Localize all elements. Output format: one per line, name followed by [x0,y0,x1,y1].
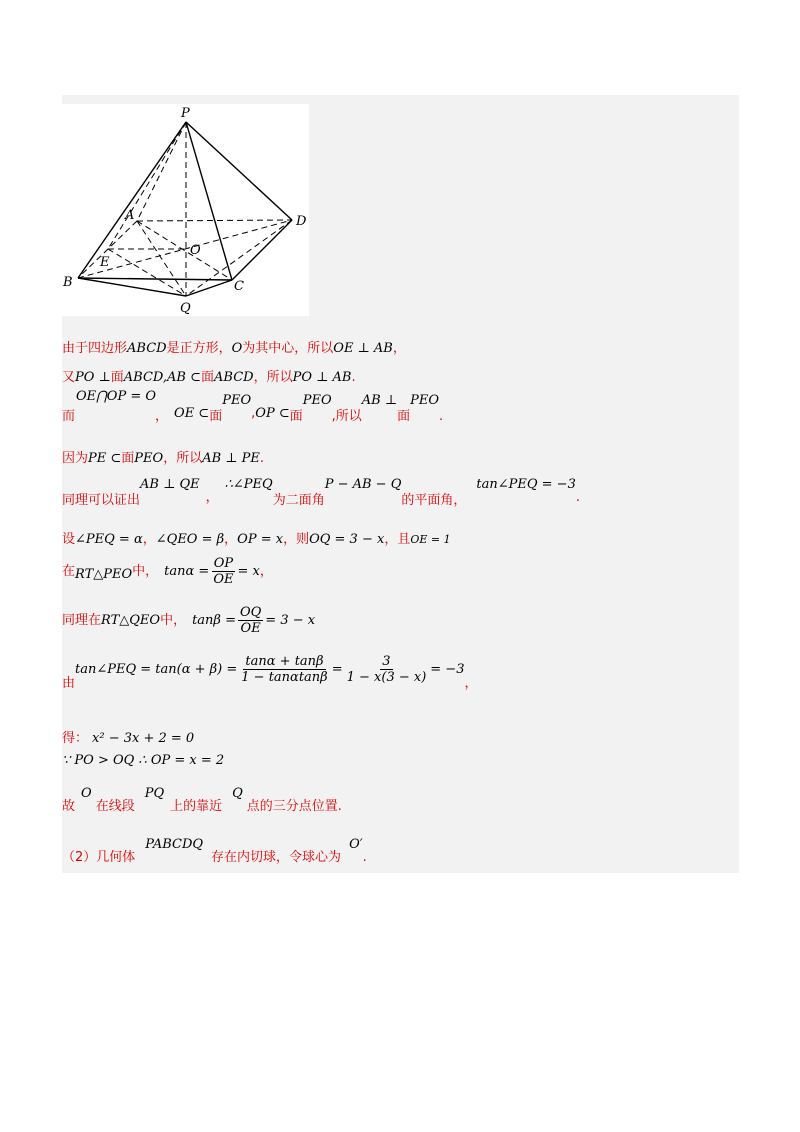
text: 故 [62,799,76,814]
solution-line-8 [62,605,315,636]
text: ，且 [384,532,411,547]
edge-CD [232,220,292,280]
math: AB ⊥ QE [140,477,200,492]
math: ABCD [123,370,163,385]
text: 的平面角， [401,493,467,508]
math: OE⋂OP = O [76,389,157,404]
text: . [362,850,367,865]
math: tan∠PEQ = tan(α + β) = [75,662,238,677]
text: ， [224,532,238,547]
label-D: D [296,214,307,229]
denominator: 1 − x(3 − x) [346,670,427,685]
text: 在 [62,564,76,579]
denominator: 1 − tanαtanβ [241,670,328,685]
math: PEO [134,451,164,466]
text: , [162,370,168,385]
math: PEO [410,393,440,408]
math: x² − 3x + 2 = 0 [92,731,195,746]
numerator: 3 [382,654,391,669]
solution-line-1 [62,337,406,356]
text: 上的靠近 [170,799,223,814]
math: ∵ PO > OQ ∴ OP = x = 2 [62,753,225,768]
solution-line-12 [62,786,342,814]
text: 面 [121,451,135,466]
math: tanβ = [192,613,236,628]
text: 面 [209,409,223,424]
text: 而 [62,409,76,424]
math: AB ⊥ PE [202,451,260,466]
math: O [231,341,243,356]
text: 为其中心，所以 [242,341,334,356]
text: 中， [160,613,187,628]
solution-line-2 [62,366,356,385]
math: OE ⊂ [174,406,210,421]
math: tanα = [164,564,210,579]
text: 面 [289,409,303,424]
text: 在线段 [95,799,135,814]
label-A: A [125,208,135,223]
segment-PE [108,122,186,249]
text: 为二面角 [272,493,325,508]
fraction [239,654,329,685]
math: OE = 1 [410,533,451,546]
text: 由于四边形 [62,341,128,356]
math: AB ⊥ [361,393,398,408]
math: PEO [222,393,252,408]
cluster [62,389,157,424]
math: OP ⊂ [255,406,290,421]
text: ， [392,341,406,356]
math: = 3 − x [265,613,316,628]
text: . [575,490,580,505]
text: ， [205,490,219,505]
math: PO ⊥ AB [292,370,352,385]
edge-BQ [78,278,186,296]
math: = x [237,564,260,579]
text: 存在内切球，令球心为 [211,850,342,865]
numerator: OQ [239,605,262,620]
math: = −3 [430,662,465,677]
text: 是正方形， [166,341,232,356]
math: O′ [349,837,363,852]
text: 中， [132,564,159,579]
solution-line-11 [62,753,224,768]
label-C: C [234,279,244,294]
text: , [251,406,256,421]
text: 面 [397,409,411,424]
solution-line-13 [62,837,367,865]
solution-line-10 [62,727,194,746]
numerator: OP [213,556,234,571]
text: ， [142,532,156,547]
text: 又 [62,370,76,385]
text: 同理可以证出 [62,493,141,508]
math: Q [232,786,243,801]
text: ，则 [283,532,310,547]
text: ，所以 [163,451,203,466]
text: . [351,370,356,385]
label-P: P [181,106,190,121]
label-B: B [63,275,73,290]
fraction [345,654,429,685]
text: 因为 [62,451,89,466]
solution-line-6 [62,528,451,547]
label-E: E [100,255,110,270]
math: = [331,662,343,677]
text: ，所以 [253,370,293,385]
math: AB ⊂ [167,370,201,385]
label-Q: Q [180,301,191,316]
math: ABCD [127,341,167,356]
solution-line-4 [62,447,264,466]
pyramid-diagram [62,104,309,316]
math: O [81,786,92,801]
text: 由 [62,676,76,691]
edge-CQ [186,280,232,296]
label-O: O [190,243,201,258]
text: ， [464,676,478,691]
math: P − AB − Q [324,477,402,492]
fraction [238,605,263,636]
solution-line-9 [62,654,478,691]
text: ,所以 [331,409,362,424]
text: 同理在 [62,613,102,628]
edge-AQ [137,221,186,296]
math: PEO [302,393,332,408]
math: OP = x [237,532,284,547]
text: 点的三分点位置. [246,799,342,814]
math: ∴∠PEQ [224,477,273,492]
solution-line-3 [62,389,444,424]
text: 得： [62,731,89,746]
solution-line-5 [62,477,580,508]
math: PABCDQ [145,837,204,852]
text: . [439,409,444,424]
text: ， [155,409,169,424]
math: ABCD [214,370,254,385]
fraction [211,556,235,587]
math: ∠PEQ = α [75,532,143,547]
math: OQ = 3 − x [309,532,385,547]
solution-line-7 [62,556,273,587]
text: 面 [201,370,215,385]
edge-PA [137,122,186,221]
math: tan∠PEQ = −3 [476,477,576,492]
denominator: OE [240,621,261,636]
pyramid-figure [62,104,309,316]
math: PO ⊥ [75,370,111,385]
math: PQ [144,786,165,801]
denominator: OE [213,572,234,587]
math: PE ⊂ [88,451,122,466]
text: 面 [110,370,124,385]
edge-PD [186,122,292,220]
text: . [259,451,265,466]
numerator: tanα + tanβ [245,654,324,669]
math: ∠QEO = β [155,532,225,547]
math: OE ⊥ AB [333,341,393,356]
math: RT△QEO [101,613,161,628]
text: （2）几何体 [62,850,136,865]
math: RT△PEO [75,567,133,582]
text: ， [259,564,273,579]
edge-PB [78,122,186,278]
text: 设 [62,532,76,547]
